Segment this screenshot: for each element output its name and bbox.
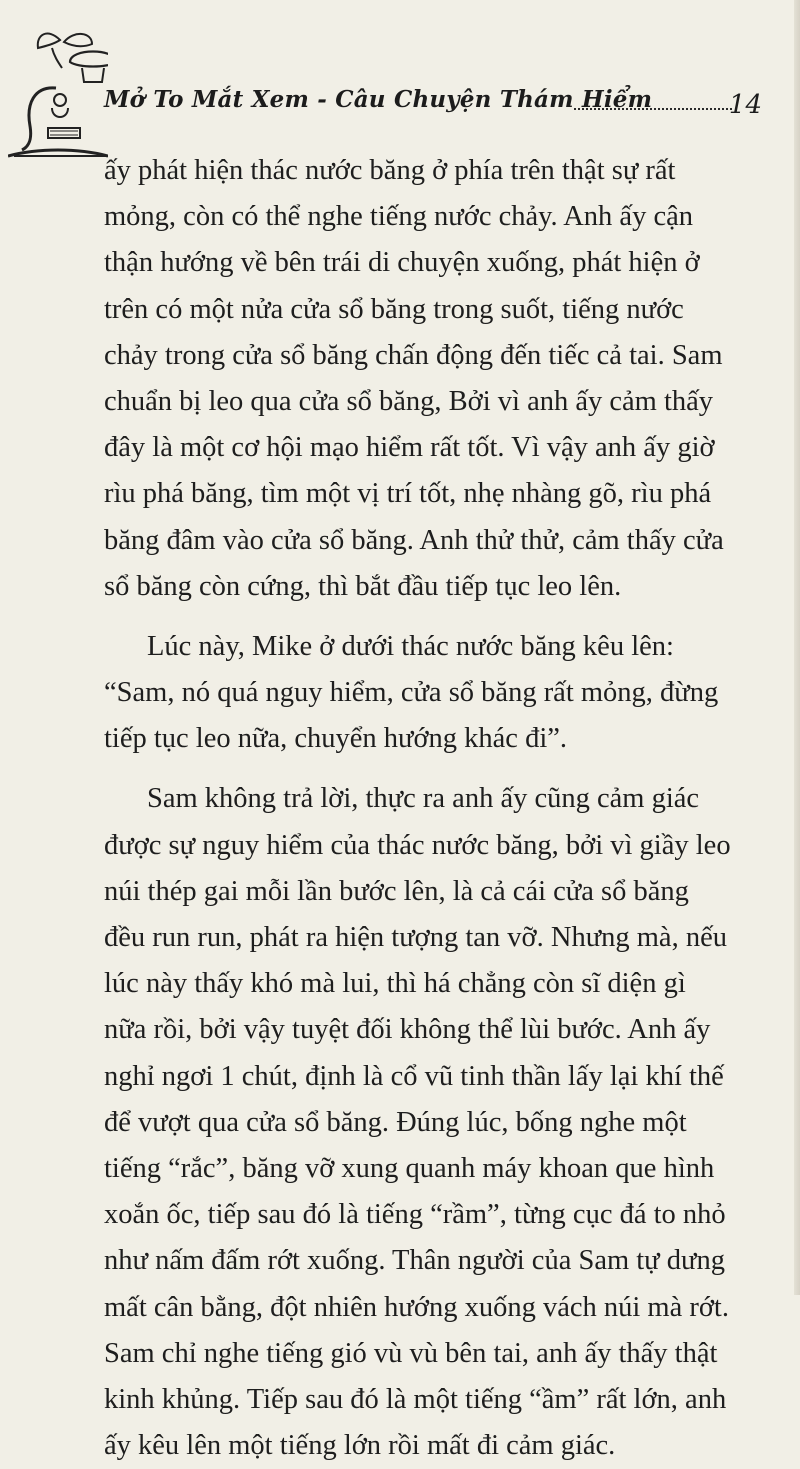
text-line: lúc này thấy khó mà lui, thì há chẳng còn sĩ diện gì [104,968,686,1000]
page-number: 14 [728,90,762,120]
text-line: kinh khủng. Tiếp sau đó là một tiếng “ầm” rất lớn, anh [104,1383,727,1415]
text-line: nữa rồi, bởi vậy tuyệt đối không thể lùi bước. Anh ấy [104,1014,711,1046]
page-header [0,0,800,170]
text-line: ấy kêu lên một tiếng lớn rồi mất đi cảm giác. [104,1430,616,1462]
paragraph-3 [104,776,769,1469]
text-line: xoắn ốc, tiếp sau đó là tiếng “rầm”, từng cục đá to nhỏ [104,1199,726,1231]
mushroom-ornament-icon [8,28,108,163]
text-line: mất cân bằng, đột nhiên hướng xuống vách núi mà rớt. [104,1291,729,1323]
paragraph-2 [104,624,769,763]
text-line: đều run run, phát ra hiện tượng tan vỡ. Nhưng mà, nếu [104,922,727,953]
text-line: thận hướng về bên trái di chuyện xuống, phát hiện ở [104,247,700,279]
text-line: sổ băng còn cứng, thì bắt đầu tiếp tục leo lên. [104,570,622,602]
paragraph-gap [104,762,769,776]
text-line: trên có một nửa cửa sổ băng trong suốt, tiếng nước [104,293,684,325]
text-line: ấy phát hiện thác nước băng ở phía trên thật sự rất [104,155,676,186]
text-line: nghỉ ngơi 1 chút, định là cổ vũ tinh thần lấy lại khí thế [104,1060,724,1092]
text-line: “Sam, nó quá nguy hiểm, cửa sổ băng rất mỏng, đừng [104,677,719,709]
text-line: tiếng “rắc”, băng vỡ xung quanh máy khoan que hình [104,1152,715,1184]
body-text [104,148,769,1469]
page-edge [794,0,800,1295]
paragraph-1 [104,148,769,610]
text-line: để vượt qua cửa sổ băng. Đúng lúc, bống nghe một [104,1106,687,1138]
text-line: được sự nguy hiểm của thác nước băng, bởi vì giầy leo [104,829,731,861]
text-line: như nấm đấm rớt xuống. Thân người của Sam tự dưng [104,1245,725,1277]
text-line: đây là một cơ hội mạo hiểm rất tốt. Vì vậy anh ấy giờ [104,432,715,464]
text-line: Sam không trả lời, thực ra anh ấy cũng cảm giác [147,783,700,815]
text-line: núi thép gai mỗi lần bước lên, là cả cái cửa sổ băng [104,875,689,907]
text-line: chuẩn bị leo qua cửa sổ băng, Bởi vì anh ấy cảm thấy [104,385,714,417]
text-line: chảy trong cửa sổ băng chấn động đến tiếc cả tai. Sam [104,339,723,371]
text-line: Sam chỉ nghe tiếng gió vù vù bên tai, anh ấy thấy thật [104,1337,718,1369]
text-line: băng đâm vào cửa sổ băng. Anh thử thử, cảm thấy cửa [104,524,724,556]
paragraph-gap [104,610,769,624]
text-line: mỏng, còn có thể nghe tiếng nước chảy. Anh ấy cận [104,201,693,233]
dot-leader [574,108,732,110]
running-title: Mở To Mắt Xem - Câu Chuyện Thám Hiểm [104,86,653,113]
text-line: rìu phá băng, tìm một vị trí tốt, nhẹ nhàng gõ, rìu phá [104,478,712,510]
text-line: tiếp tục leo nữa, chuyển hướng khác đi”. [104,723,568,755]
text-line: Lúc này, Mike ở dưới thác nước băng kêu lên: [147,630,674,662]
